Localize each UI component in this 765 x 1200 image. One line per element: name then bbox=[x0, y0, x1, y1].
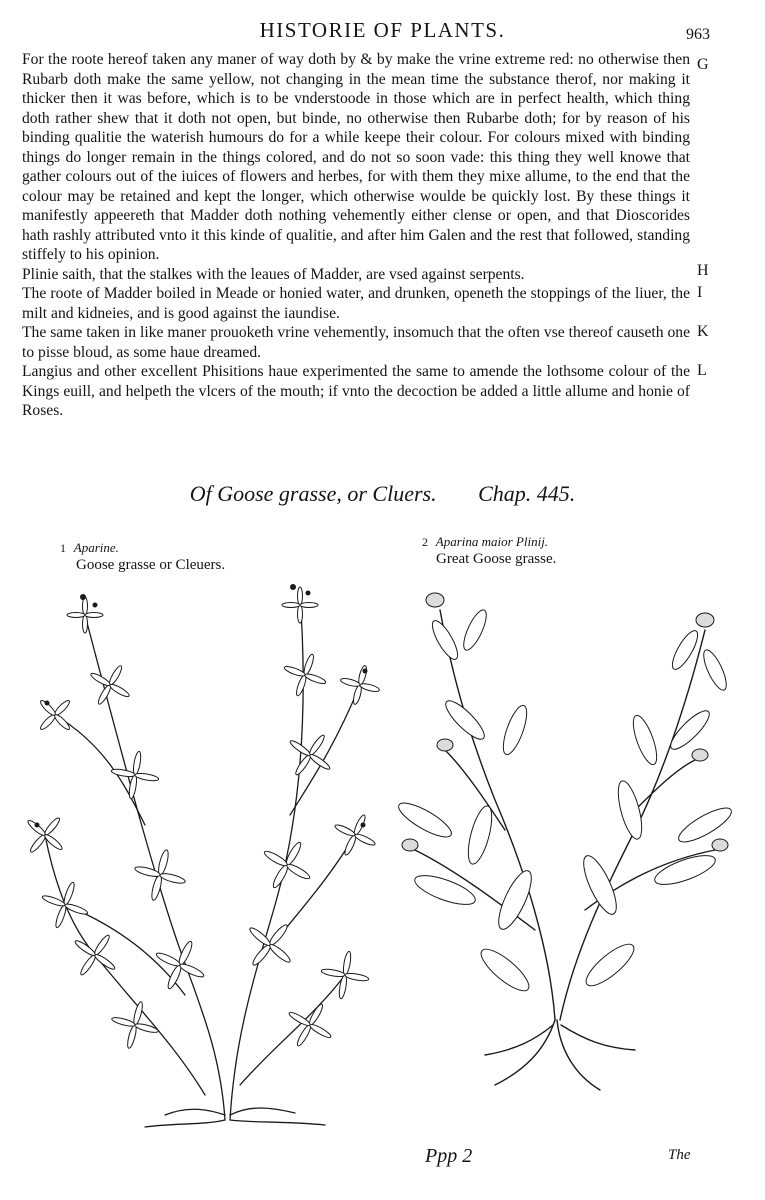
chapter-heading bbox=[0, 481, 765, 507]
figure-latin-name: Aparine. bbox=[73, 540, 119, 555]
figure-number: 1 bbox=[60, 541, 66, 555]
figure-number: 2 bbox=[422, 535, 428, 549]
figure-1-caption bbox=[60, 539, 225, 574]
paragraph: Langius and other excellent Phisitions haue experimented the same to amende the lothsome colour of the Kings euill, and helpeth the vlcers of the mouth; if vnto the decoction be added a little allume and honie of Roses. bbox=[22, 363, 690, 419]
catchword: The bbox=[668, 1147, 691, 1163]
figure-english-name: Goose grasse or Cleuers. bbox=[76, 557, 226, 573]
margin-letter: I bbox=[697, 284, 703, 301]
great-goose-grass-woodcut-illustration bbox=[385, 570, 740, 1095]
paragraph: For the roote hereof taken any maner of way doth by & by make the vrine extreme red: no otherwise then Rubarb doth make the same yellow, not changing in the mean time the substance therof, nor making it thicker then it was before, which is to be vnderstoode in those which are in perfect health, which thing doth rather shew that it doth not open, but binde, no otherwise then Rubarbe doth; for by reason of his binding qualitie the waterish humours do for a while keepe their colour. For colours mixed with binding things do longer remain in the things colored, and do not so soon vade: this thing they well knowe that gather colours out of the iuices of flowers and herbes, for with them they mixe allume, to the end that the colour may be retained and kept the longer, which otherwise woulde be quickly lost. By these things it manifestly appeereth that Madder doth nothing vehemently either clense or open, and that Dioscorides hath rashly attributed vnto it this kinde of qualitie, and after him Galen and the rest that followed, standing stiffely to his opinion. bbox=[22, 51, 690, 263]
chapter-title: Of Goose grasse, or Cluers. bbox=[189, 481, 437, 506]
chapter-number: Chap. 445. bbox=[478, 481, 576, 506]
margin-letter: G bbox=[697, 56, 709, 73]
goose-grass-woodcut-illustration bbox=[25, 575, 380, 1130]
body-text bbox=[22, 50, 690, 421]
figure-english-name: Great Goose grasse. bbox=[436, 551, 557, 567]
signature-mark: Ppp 2 bbox=[425, 1145, 473, 1167]
running-title: HISTORIE OF PLANTS. bbox=[259, 18, 506, 42]
running-header bbox=[20, 18, 745, 48]
paragraph: Plinie saith, that the stalkes with the leaues of Madder, are vsed against serpents. bbox=[22, 265, 525, 283]
paragraph: The same taken in like maner prouoketh vrine vehemently, insomuch that the often vse thereof causeth one to pisse bloud, as some haue dreamed. bbox=[22, 324, 690, 361]
page-number: 963 bbox=[686, 26, 710, 43]
figure-2-caption bbox=[422, 533, 556, 568]
margin-letter: H bbox=[697, 262, 709, 279]
margin-letter: K bbox=[697, 323, 709, 340]
paragraph: The roote of Madder boiled in Meade or honied water, and drunken, openeth the stoppings of the liuer, the milt and kidneies, and is good against the iaundise. bbox=[22, 285, 690, 322]
figure-latin-name: Aparina maior Plinij. bbox=[435, 534, 549, 549]
margin-letter: L bbox=[697, 362, 707, 379]
